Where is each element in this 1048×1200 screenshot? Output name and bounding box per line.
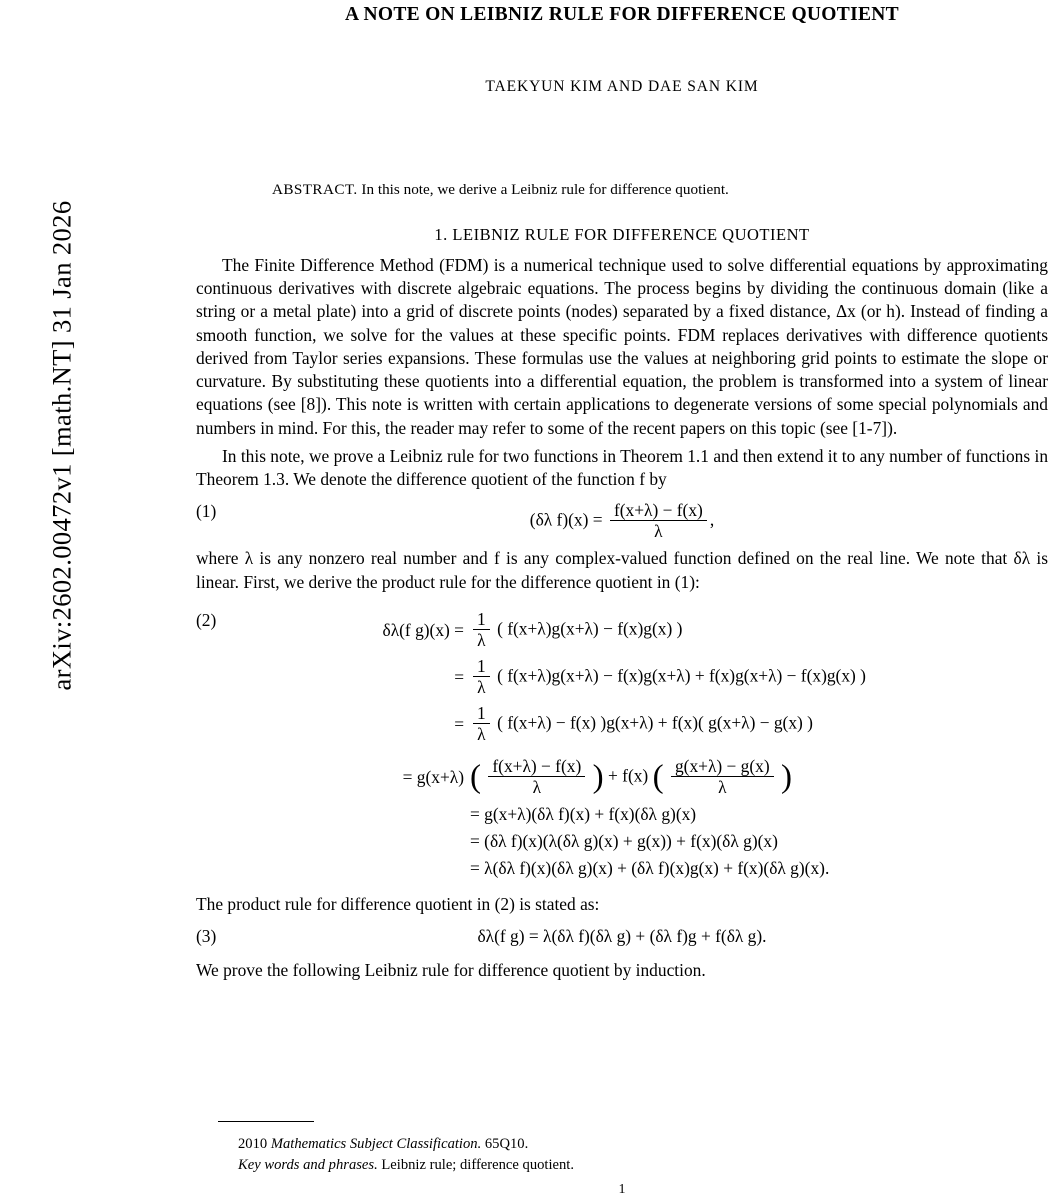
- abstract-text: In this note, we derive a Leibniz rule for difference quotient.: [361, 181, 729, 198]
- paragraph-intro: The Finite Difference Method (FDM) is a numerical technique used to solve differential equations by approximating continuous derivatives with discrete algebraic equations. The process begins by dividing the continuous domain (like a string or a metal plate) into a grid of discrete points (nodes) separated by a fixed distance, Δx (or h). Instead of finding a smooth function, we solve for the values at these specific points. FDM replaces derivatives with difference quotients derived from Taylor series expansions. These formulas use the values at neighboring grid points to estimate the slope or curvature. By substituting these quotients into a differential equation, the problem is transformed into a system of linear equations (see [8]). This note is written with certain applications to degenerate versions of some special polynomials and numbers in mind. For this, the reader may refer to some of the recent papers on this topic (see [1-7]).: [196, 255, 1048, 438]
- paragraph-lambda-note: where λ is any nonzero real number and f is any complex-valued function defined on the real line. We note that δλ is linear. First, we derive the product rule for the difference quotient in (1):: [196, 548, 1048, 592]
- footnote-keywords: [218, 1155, 1028, 1176]
- equation-1-lhs: (δλ f)(x) =: [529, 509, 603, 530]
- equation-2-fraction-1-num: 1: [477, 608, 486, 629]
- equation-2-fraction-3-den: λ: [473, 723, 490, 744]
- equation-2-row-1-text: ( f(x+λ)g(x+λ) − f(x)g(x) ): [497, 618, 683, 639]
- page-number: 1: [618, 1182, 626, 1197]
- paragraph-overview: In this note, we prove a Leibniz rule for two functions in Theorem 1.1 and then extend it to any number of functions in Theorem 1.3. We denote the difference quotient of the function f by: [196, 445, 1048, 490]
- paragraph-product-rule: The product rule for difference quotient in (2) is stated as:: [196, 893, 600, 914]
- equation-1-body: [196, 501, 1048, 542]
- equation-2-row-4: [196, 757, 1048, 798]
- equation-1-number: (1): [196, 501, 217, 522]
- section-title: LEIBNIZ RULE FOR DIFFERENCE QUOTIENT: [452, 225, 810, 244]
- equation-2-fraction-4-num: f(x+λ) − f(x): [492, 755, 582, 776]
- equation-2-rhs-3: [470, 704, 813, 745]
- keywords-label: Key words and phrases.: [238, 1156, 378, 1173]
- equation-3-number: (3): [196, 926, 217, 947]
- equation-2-rhs-2: [470, 657, 866, 698]
- equation-2-fraction-5-num: g(x+λ) − g(x): [674, 755, 770, 776]
- equation-2-rhs-4a: = g(x+λ): [402, 766, 464, 787]
- page-title: A NOTE ON LEIBNIZ RULE FOR DIFFERENCE QUOTIENT: [345, 4, 899, 25]
- equation-2-row-3-text: ( f(x+λ) − f(x) )g(x+λ) + f(x)( g(x+λ) − g(x) ): [497, 712, 813, 733]
- equation-2-rhs-6: = (δλ f)(x)(λ(δλ g)(x) + g(x)) + f(x)(δλ g)(x): [470, 830, 778, 851]
- equation-3: [196, 926, 1048, 947]
- equation-2-fraction-3: [473, 703, 490, 744]
- equation-2-fraction-4: [488, 756, 585, 797]
- equation-3-body: δλ(f g) = λ(δλ f)(δλ g) + (δλ f)g + f(δλ g).: [477, 926, 767, 947]
- equation-2-rhs-4b: + f(x): [608, 765, 649, 786]
- equation-2-fraction-1: [473, 609, 490, 650]
- equation-2-fraction-4-den: λ: [488, 776, 585, 797]
- equation-1-numerator: f(x+λ) − f(x): [613, 500, 703, 521]
- equation-2-row-7: [196, 858, 1048, 879]
- section-heading: [196, 225, 1048, 245]
- equation-2-row-6: [196, 831, 1048, 852]
- equation-2-row-1: [196, 610, 1048, 651]
- authors-line: TAEKYUN KIM AND DAE SAN KIM: [485, 78, 759, 95]
- equation-1: [196, 501, 1048, 542]
- equation-2-rhs-5: = g(x+λ)(δλ f)(x) + f(x)(δλ g)(x): [470, 803, 697, 824]
- msc-year: 2010: [238, 1135, 268, 1152]
- equation-2-rhs-4: ( $\frac{f(x+\lambda) - f(x)}{\lambda}$ ) + f(x) ( $\frac{g(x+\lambda) - g(x)}{\lambda}$ ): [470, 755, 793, 797]
- equation-2-row-2-text: ( f(x+λ)g(x+λ) − f(x)g(x+λ) + f(x)g(x+λ) − f(x)g(x) ): [497, 665, 866, 686]
- abstract-block: [196, 180, 1048, 199]
- equation-2-row-2: [196, 657, 1048, 698]
- section-number: 1.: [434, 225, 448, 244]
- equation-2-eq-sign-3: =: [454, 713, 464, 734]
- footnote-msc: [218, 1134, 1028, 1155]
- equation-2-fraction-2: [473, 656, 490, 697]
- equation-2-fraction-2-num: 1: [477, 655, 486, 676]
- paper-page: [196, 0, 1048, 1200]
- arxiv-identifier-stamp: arXiv:2602.00472v1 [math.NT] 31 Jan 2026: [46, 200, 77, 691]
- equation-2-row-3: [196, 704, 1048, 745]
- equation-1-denominator: λ: [610, 520, 707, 541]
- equation-2-fraction-3-num: 1: [477, 702, 486, 723]
- footnote-divider: [218, 1121, 314, 1122]
- equation-2: [196, 610, 1048, 879]
- equation-2-rhs-7: = λ(δλ f)(x)(δλ g)(x) + (δλ f)(x)g(x) + f(x)(δλ g)(x).: [470, 857, 830, 878]
- abstract-label: ABSTRACT.: [272, 181, 358, 198]
- keywords-value: Leibniz rule; difference quotient.: [381, 1156, 575, 1173]
- equation-2-lhs: δλ(f g)(x) =: [382, 619, 464, 640]
- equation-2-number: (2): [196, 609, 217, 630]
- equation-1-fraction: [610, 500, 707, 541]
- paragraph-induction: We prove the following Leibniz rule for difference quotient by induction.: [196, 960, 706, 981]
- equation-2-fraction-5: [671, 756, 774, 797]
- equation-2-rhs-1: [470, 610, 682, 651]
- footnote-block: [218, 1134, 1028, 1176]
- equation-1-tail: ,: [709, 509, 715, 530]
- equation-2-fraction-1-den: λ: [473, 629, 490, 650]
- msc-label: Mathematics Subject Classification.: [270, 1135, 482, 1152]
- equation-2-fraction-5-den: λ: [671, 776, 774, 797]
- equation-2-row-5: [196, 804, 1048, 825]
- msc-value: 65Q10.: [484, 1135, 529, 1152]
- equation-2-eq-sign-2: =: [454, 666, 464, 687]
- equation-2-fraction-2-den: λ: [473, 676, 490, 697]
